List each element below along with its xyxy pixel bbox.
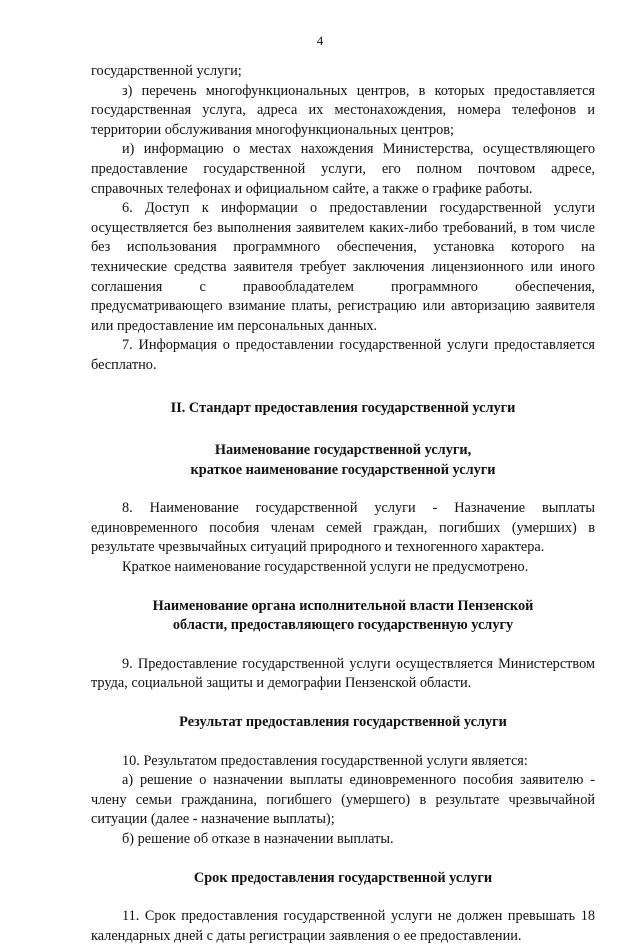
subheading-term: Срок предоставления государственной услуги	[193, 869, 493, 886]
paragraph-short-name: Краткое наименование государственной услуги не предусмотрено.	[122, 559, 529, 576]
paragraph-6: 6. Доступ к информации о предоставлении государственной услуги осуществляется без выполнения заявителем каких-либо требований, в том числе без использования программного обеспечения, установка которого на технические средства заявителя требует заключения лицензионного или иного соглашения с правообладателем программного обеспечения, предусматривающего взимание платы, регистрацию или авторизацию заявителя или предоставление им персональных данных.	[91, 200, 595, 334]
paragraph-8: 8. Наименование государственной услуги - Назначение выплаты единовременного пособия членам семей граждан, погибших (умерших) в результате чрезвычайных ситуаций природного и техногенного характера.	[91, 500, 595, 556]
page-number: 4	[316, 33, 324, 48]
subheading-name-line1: Наименование государственной услуги,	[214, 442, 472, 459]
paragraph-11: 11. Срок предоставления государственной услуги не должен превышать 18 календарных дней с даты регистрации заявления о ее предоставлении.	[91, 908, 595, 944]
subheading-organ-line2: области, предоставляющего государственную услугу	[172, 617, 514, 634]
paragraph-item-a: а) решение о назначении выплаты единовременного пособия заявителю - члену семьи гражданина, погибшего (умершего) в результате чрезвычайной ситуации (далее - назначение выплаты);	[91, 772, 595, 828]
paragraph-item-z: з) перечень многофункциональных центров, в которых предоставляется государственная услуга, адреса их местонахождения, номера телефонов и территории обслуживания многофункциональных центров;	[91, 82, 595, 138]
paragraph-10: 10. Результатом предоставления государственной услуги является:	[122, 752, 528, 769]
section-heading-standard: II. Стандарт предоставления государственной услуги	[170, 399, 516, 416]
paragraph-item-b: б) решение об отказе в назначении выплаты.	[122, 831, 394, 847]
paragraph-item-i: и) информацию о местах нахождения Министерства, осуществляющего предоставление государственной услуги, его полном почтовом адресе, справочных телефонах и официальном сайте, а также о графике работы.	[91, 141, 595, 197]
subheading-name-line2: краткое наименование государственной услуги	[190, 461, 496, 478]
document-body	[91, 62, 595, 946]
subheading-organ-line1: Наименование органа исполнительной власти Пензенской	[152, 597, 534, 614]
paragraph-7: 7. Информация о предоставлении государственной услуги предоставляется бесплатно.	[91, 337, 595, 373]
paragraph-9: 9. Предоставление государственной услуги осуществляется Министерством труда, социальной защиты и демографии Пензенской области.	[91, 655, 595, 692]
paragraph-continuation: государственной услуги;	[91, 63, 242, 79]
subheading-result: Результат предоставления государственной услуги	[179, 714, 507, 731]
